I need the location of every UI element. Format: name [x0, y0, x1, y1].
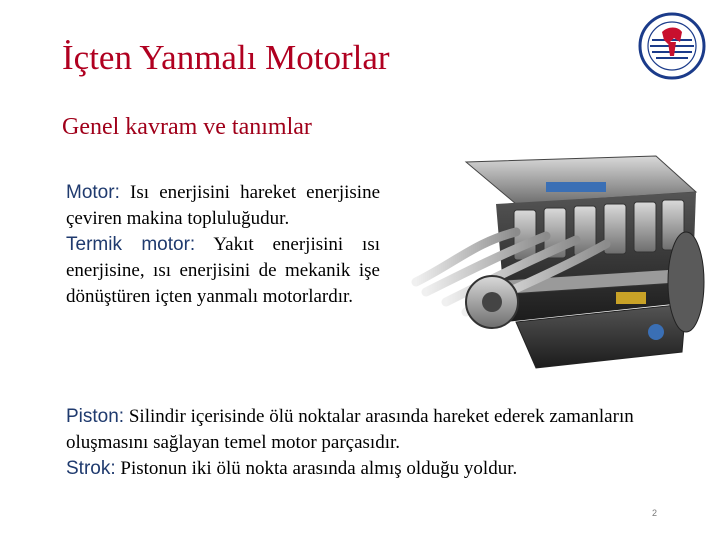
slide-subtitle: Genel kavram ve tanımlar [62, 114, 312, 140]
definition-piston [66, 404, 666, 456]
term-label: Termik motor: [66, 234, 196, 255]
definition-termik-motor [66, 232, 380, 310]
term-definition: Pistonun iki ölü nokta arasında almış olduğu yoldur. [115, 458, 518, 479]
definition-strok [66, 456, 666, 482]
term-definition: Yakıt enerjisini ısı enerjisine, ısı enerjisini de mekanik işe dönüştüren içten yanmalı motorlardır. [66, 234, 380, 307]
page-number: 2 [652, 508, 658, 518]
term-definition: Silindir içerisinde ölü noktalar arasında hareket ederek zamanların oluşmasını sağlayan temel motor parçasıdır. [66, 406, 634, 453]
term-definition: Isı enerjisini hareket enerjisine çeviren makina topluluğudur. [66, 182, 380, 229]
engine-illustration [396, 152, 710, 380]
term-label: Motor: [66, 182, 120, 203]
slide-title: İçten Yanmalı Motorlar [62, 38, 390, 77]
university-seal-icon [638, 12, 706, 80]
term-label: Piston: [66, 406, 125, 427]
term-label: Strok: [66, 458, 116, 479]
definition-motor [66, 180, 380, 232]
definitions-bottom [66, 404, 666, 482]
definitions-left [66, 180, 380, 310]
